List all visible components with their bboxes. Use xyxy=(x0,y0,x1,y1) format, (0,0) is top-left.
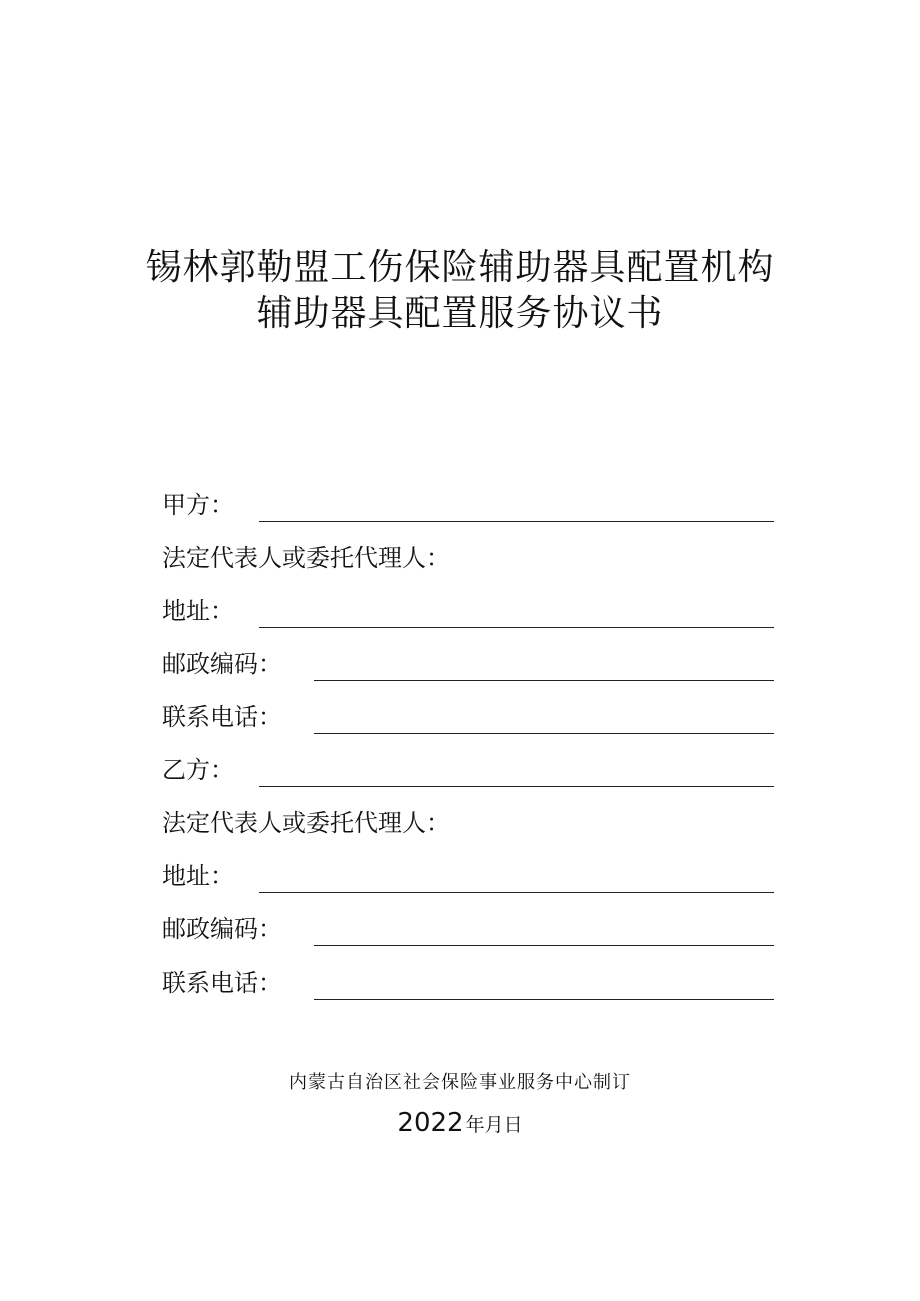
document-title-line-2: 辅助器具配置服务协议书 xyxy=(256,293,664,334)
party-a-phone-blank-line[interactable] xyxy=(314,733,774,734)
party-a-name-field xyxy=(162,482,774,522)
party-b-name-blank-line[interactable] xyxy=(259,786,774,787)
document-title-line-1: 锡林郭勒盟工伤保险辅助器具配置机构 xyxy=(145,247,775,288)
document-date-suffix: 年月日 xyxy=(465,1114,523,1136)
party-b-phone-label: 联系电话： xyxy=(162,969,282,997)
party-b-postal-code-label: 邮政编码： xyxy=(162,915,282,943)
party-b-phone-blank-line[interactable] xyxy=(314,999,774,1000)
party-a-postal-code-label: 邮政编码： xyxy=(162,650,282,678)
issuing-organization: 内蒙古自治区社会保险事业服务中心制订 xyxy=(289,1072,631,1093)
party-a-name-blank-line[interactable] xyxy=(259,521,774,522)
party-a-address-blank-line[interactable] xyxy=(259,627,774,628)
party-b-name-label: 乙方： xyxy=(162,756,234,784)
document-date-year: 2022 xyxy=(397,1108,464,1138)
party-b-representative-label: 法定代表人或委托代理人： xyxy=(162,809,450,837)
party-a-postal-code-field xyxy=(162,641,774,681)
party-a-phone-label: 联系电话： xyxy=(162,703,282,731)
party-b-phone-field xyxy=(162,960,774,1000)
party-b-address-blank-line[interactable] xyxy=(259,892,774,893)
party-a-representative-label: 法定代表人或委托代理人： xyxy=(162,544,450,572)
party-a-address-label: 地址： xyxy=(162,597,234,625)
document-date xyxy=(0,1108,920,1138)
party-b-address-field xyxy=(162,853,774,893)
party-a-postal-code-blank-line[interactable] xyxy=(314,680,774,681)
party-a-name-label: 甲方： xyxy=(162,491,234,519)
party-b-name-field xyxy=(162,747,774,787)
party-a-representative-field xyxy=(162,535,774,575)
party-b-postal-code-blank-line[interactable] xyxy=(314,945,774,946)
party-b-postal-code-field xyxy=(162,906,774,946)
party-a-phone-field xyxy=(162,694,774,734)
party-b-representative-field xyxy=(162,800,774,840)
party-a-address-field xyxy=(162,588,774,628)
party-b-address-label: 地址： xyxy=(162,862,234,890)
